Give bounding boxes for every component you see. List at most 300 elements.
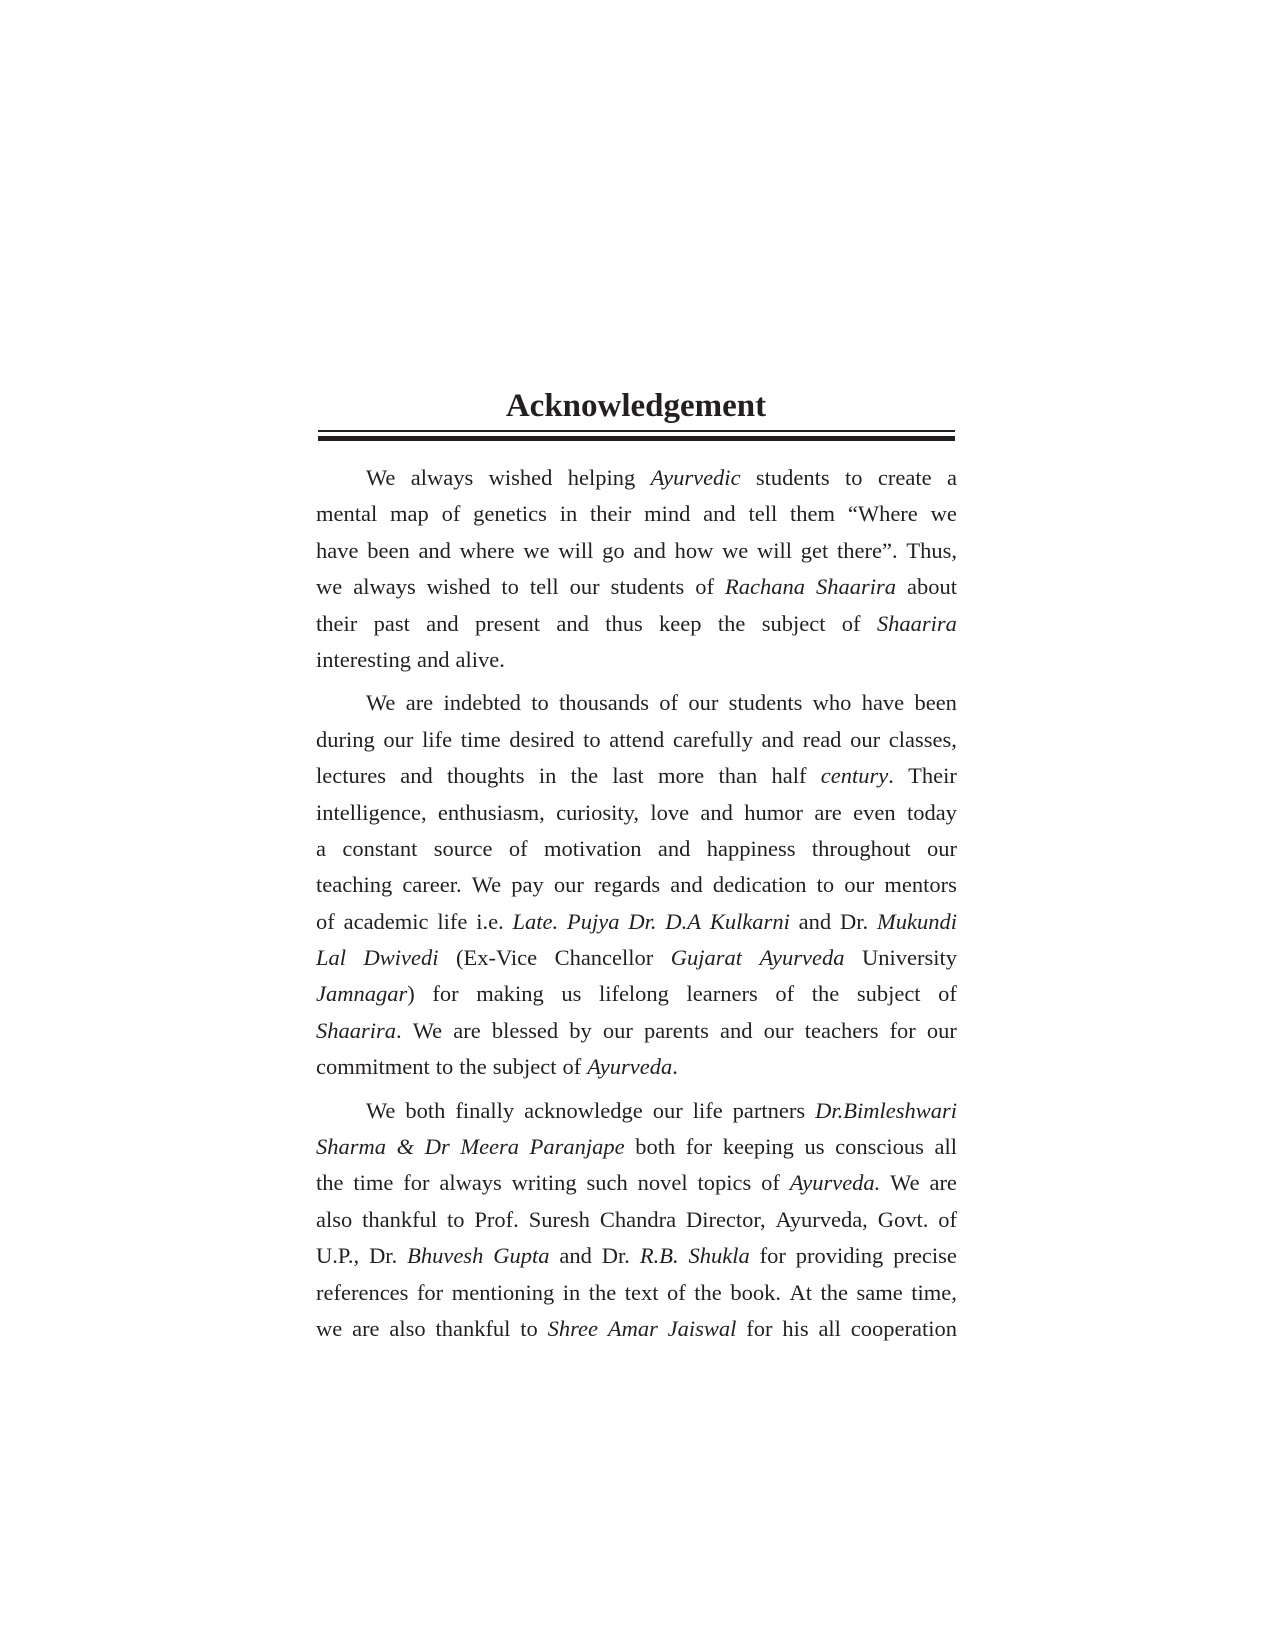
word bbox=[474, 1202, 518, 1238]
word bbox=[456, 940, 537, 976]
word bbox=[671, 940, 742, 976]
text: book. bbox=[730, 1279, 781, 1305]
word bbox=[438, 795, 545, 831]
word bbox=[418, 533, 451, 569]
text-line bbox=[316, 1275, 957, 1311]
word bbox=[700, 795, 733, 831]
text: providing bbox=[795, 1243, 884, 1269]
word bbox=[570, 569, 600, 605]
word bbox=[907, 795, 957, 831]
word bbox=[911, 1275, 957, 1311]
text: of bbox=[508, 835, 528, 861]
word bbox=[316, 642, 411, 678]
italic-text: century bbox=[820, 763, 889, 789]
text: to bbox=[583, 726, 601, 752]
text: our bbox=[926, 1017, 957, 1043]
word bbox=[602, 533, 625, 569]
text: mind bbox=[644, 501, 691, 527]
word bbox=[455, 642, 504, 678]
text: thoughts bbox=[447, 763, 525, 789]
text-line bbox=[316, 460, 957, 496]
italic-text: Shaarira bbox=[876, 610, 957, 636]
text-line bbox=[316, 1202, 957, 1238]
text: “Where bbox=[847, 501, 918, 527]
italic-text: Gujarat bbox=[670, 945, 743, 971]
text: happiness bbox=[706, 835, 796, 861]
word bbox=[531, 685, 549, 721]
italic-text: Rachana bbox=[725, 574, 805, 600]
word bbox=[723, 1129, 794, 1165]
text: us bbox=[804, 1134, 825, 1160]
text-line bbox=[316, 1129, 957, 1165]
text: and bbox=[798, 908, 832, 934]
italic-text: Mukundi bbox=[876, 908, 957, 934]
word bbox=[744, 795, 803, 831]
text: and bbox=[670, 872, 703, 898]
word bbox=[638, 1165, 688, 1201]
text: more bbox=[657, 763, 705, 789]
word bbox=[461, 722, 501, 758]
word bbox=[417, 642, 450, 678]
text: We bbox=[890, 1170, 920, 1196]
text: present bbox=[475, 610, 540, 636]
word bbox=[353, 569, 415, 605]
word bbox=[417, 1275, 443, 1311]
text: carefully bbox=[672, 726, 753, 752]
text: enthusiasm, bbox=[437, 799, 545, 825]
word bbox=[914, 685, 956, 721]
word bbox=[560, 496, 578, 532]
word bbox=[397, 1129, 415, 1165]
text: i.e. bbox=[476, 908, 504, 934]
text: our bbox=[569, 574, 600, 600]
text: topics bbox=[697, 1170, 752, 1196]
text: Dr. bbox=[840, 908, 869, 934]
word bbox=[316, 1013, 402, 1049]
word bbox=[563, 1275, 581, 1311]
word bbox=[493, 1238, 549, 1274]
text: humor bbox=[744, 799, 803, 825]
text: the bbox=[588, 1279, 617, 1305]
word bbox=[567, 904, 619, 940]
word bbox=[559, 685, 649, 721]
word bbox=[459, 1049, 487, 1085]
title-rule-thin bbox=[318, 430, 955, 432]
word bbox=[907, 569, 957, 605]
word bbox=[703, 496, 736, 532]
word bbox=[688, 1238, 749, 1274]
word bbox=[605, 606, 643, 642]
text: interesting bbox=[316, 646, 411, 672]
italic-text: Late. bbox=[512, 908, 559, 934]
word bbox=[316, 904, 335, 940]
word bbox=[316, 940, 346, 976]
word bbox=[862, 940, 957, 976]
word bbox=[473, 496, 547, 532]
word bbox=[569, 1013, 592, 1049]
text: constant bbox=[342, 835, 418, 861]
word bbox=[455, 1093, 514, 1129]
word bbox=[367, 533, 409, 569]
text: intelligence, bbox=[316, 799, 427, 825]
text: have bbox=[861, 690, 905, 716]
word bbox=[493, 1049, 557, 1085]
text: and bbox=[761, 726, 795, 752]
word bbox=[369, 1238, 397, 1274]
text: to bbox=[531, 690, 549, 716]
text: and bbox=[418, 537, 451, 563]
text: We bbox=[471, 872, 502, 898]
word bbox=[722, 533, 748, 569]
word bbox=[316, 606, 357, 642]
word bbox=[812, 831, 911, 867]
text: U.P., bbox=[316, 1243, 360, 1269]
text: a bbox=[946, 465, 957, 490]
word bbox=[434, 831, 493, 867]
text: to bbox=[520, 1315, 538, 1341]
word bbox=[820, 1275, 848, 1311]
word bbox=[316, 1202, 352, 1238]
text: his bbox=[782, 1315, 809, 1341]
word bbox=[707, 831, 796, 867]
text: our bbox=[763, 1017, 794, 1043]
word bbox=[686, 1202, 766, 1238]
text: (Ex-Vice bbox=[455, 945, 538, 971]
text: indebted bbox=[443, 690, 521, 716]
word bbox=[651, 460, 741, 496]
word bbox=[316, 795, 427, 831]
word bbox=[609, 722, 664, 758]
text: mental bbox=[316, 501, 378, 527]
text: go bbox=[602, 537, 625, 563]
word bbox=[776, 1202, 868, 1238]
text: curiosity, bbox=[556, 799, 640, 825]
word bbox=[571, 758, 599, 794]
word bbox=[472, 867, 501, 903]
word bbox=[476, 976, 544, 1012]
text: teachers bbox=[804, 1017, 879, 1043]
word bbox=[512, 1165, 577, 1201]
word bbox=[842, 606, 861, 642]
text-line bbox=[316, 569, 957, 605]
word bbox=[845, 460, 863, 496]
paragraph bbox=[316, 685, 957, 1085]
word bbox=[608, 1311, 658, 1347]
word bbox=[746, 1311, 772, 1347]
word bbox=[452, 1275, 555, 1311]
word bbox=[893, 1238, 957, 1274]
italic-text: Dr. bbox=[628, 908, 657, 934]
word bbox=[814, 795, 841, 831]
word bbox=[790, 496, 835, 532]
italic-text: Lal bbox=[316, 945, 347, 971]
word bbox=[850, 722, 880, 758]
word bbox=[559, 1238, 592, 1274]
word bbox=[640, 1238, 679, 1274]
word bbox=[594, 867, 660, 903]
text: who bbox=[812, 690, 852, 716]
word bbox=[316, 976, 415, 1012]
italic-text: Shukla bbox=[688, 1243, 750, 1269]
italic-text: Shaarira bbox=[316, 1017, 397, 1043]
text: helping bbox=[567, 465, 636, 490]
text: mentors bbox=[884, 872, 957, 898]
word bbox=[603, 1013, 633, 1049]
text: subject bbox=[761, 610, 826, 636]
text: of bbox=[761, 1170, 780, 1196]
word bbox=[862, 685, 904, 721]
text: also bbox=[389, 1315, 426, 1341]
paragraph-gap bbox=[316, 1086, 957, 1093]
text: of bbox=[695, 574, 715, 600]
text: and bbox=[703, 501, 736, 527]
word bbox=[422, 722, 452, 758]
text: we bbox=[316, 574, 343, 600]
word bbox=[366, 685, 395, 721]
text-line bbox=[316, 831, 957, 867]
text: of bbox=[938, 1206, 957, 1232]
text: lectures bbox=[316, 763, 386, 789]
word bbox=[316, 1129, 386, 1165]
word bbox=[853, 795, 895, 831]
word bbox=[589, 1275, 617, 1311]
text: both bbox=[635, 1134, 676, 1160]
word bbox=[633, 533, 666, 569]
text: and bbox=[559, 1243, 592, 1269]
italic-text: Bhuvesh bbox=[407, 1243, 484, 1269]
word bbox=[437, 904, 467, 940]
word bbox=[501, 569, 519, 605]
word bbox=[316, 831, 326, 867]
text: read bbox=[802, 726, 842, 752]
text: of bbox=[441, 501, 461, 527]
text: their bbox=[590, 501, 632, 527]
text-line bbox=[316, 867, 957, 903]
text: text bbox=[624, 1279, 659, 1305]
text-line bbox=[316, 940, 957, 976]
text: where bbox=[459, 537, 515, 563]
word bbox=[801, 533, 829, 569]
italic-text: Gupta bbox=[493, 1243, 550, 1269]
text: life bbox=[422, 726, 453, 752]
word bbox=[695, 569, 714, 605]
word bbox=[686, 1129, 712, 1165]
word bbox=[447, 1202, 465, 1238]
text: career. bbox=[402, 872, 462, 898]
text: also bbox=[316, 1206, 353, 1232]
word bbox=[799, 904, 832, 940]
word bbox=[628, 904, 656, 940]
word bbox=[316, 722, 375, 758]
italic-text: D.A bbox=[665, 908, 701, 934]
word bbox=[568, 460, 636, 496]
text: Govt. bbox=[877, 1206, 929, 1232]
word bbox=[611, 569, 685, 605]
word bbox=[693, 1093, 723, 1129]
text: them bbox=[790, 501, 836, 527]
text: Their bbox=[908, 763, 957, 789]
text-line bbox=[316, 533, 957, 569]
word bbox=[600, 1202, 676, 1238]
word bbox=[520, 1311, 538, 1347]
text: will bbox=[558, 537, 594, 563]
word bbox=[665, 904, 701, 940]
word bbox=[877, 606, 957, 642]
word bbox=[837, 533, 898, 569]
text: today bbox=[906, 799, 957, 825]
word bbox=[590, 496, 631, 532]
text: time bbox=[353, 1170, 394, 1196]
text: always bbox=[410, 465, 474, 490]
text: of bbox=[659, 690, 679, 716]
word bbox=[554, 867, 584, 903]
italic-text: R.B. bbox=[639, 1243, 679, 1269]
text: writing bbox=[511, 1170, 577, 1196]
text-line bbox=[316, 976, 957, 1012]
text: for bbox=[416, 1279, 444, 1305]
text-line bbox=[316, 685, 957, 721]
word bbox=[344, 904, 429, 940]
text-line bbox=[316, 722, 957, 758]
text: for bbox=[746, 1315, 773, 1341]
title-rule-thick bbox=[318, 436, 955, 441]
text: are bbox=[814, 799, 842, 825]
text: are bbox=[405, 690, 434, 716]
text: wished bbox=[488, 465, 553, 490]
word bbox=[383, 722, 413, 758]
text: for bbox=[403, 1170, 430, 1196]
word bbox=[938, 1202, 957, 1238]
italic-text: Jamnagar bbox=[316, 981, 408, 1007]
word bbox=[316, 1238, 359, 1274]
text: Prof. bbox=[474, 1206, 519, 1232]
text: get bbox=[800, 537, 829, 563]
word bbox=[427, 569, 491, 605]
word bbox=[599, 976, 669, 1012]
word bbox=[805, 1129, 825, 1165]
word bbox=[426, 606, 459, 642]
word bbox=[403, 1165, 429, 1201]
word bbox=[733, 1093, 805, 1129]
word bbox=[405, 1093, 445, 1129]
text: to bbox=[435, 1054, 454, 1080]
word bbox=[555, 940, 654, 976]
word bbox=[432, 976, 458, 1012]
text: past bbox=[373, 610, 410, 636]
word bbox=[556, 795, 639, 831]
text: to bbox=[501, 574, 519, 600]
text: in bbox=[538, 763, 557, 789]
text: same bbox=[856, 1279, 903, 1305]
word bbox=[710, 904, 790, 940]
text: our bbox=[553, 872, 584, 898]
paragraph-gap bbox=[316, 678, 957, 685]
text: and bbox=[416, 646, 450, 672]
word bbox=[698, 1165, 752, 1201]
word bbox=[878, 460, 932, 496]
page-title: Acknowledgement bbox=[505, 388, 767, 424]
word bbox=[366, 460, 395, 496]
word bbox=[931, 496, 957, 532]
word bbox=[760, 1238, 786, 1274]
text: the bbox=[811, 981, 840, 1007]
italic-text: Amar bbox=[607, 1315, 658, 1341]
text: making bbox=[476, 981, 544, 1007]
text: always bbox=[353, 574, 416, 600]
word bbox=[818, 1311, 841, 1347]
word bbox=[670, 867, 703, 903]
text: We bbox=[412, 1017, 443, 1043]
word bbox=[803, 722, 842, 758]
word bbox=[760, 940, 845, 976]
word bbox=[316, 1275, 408, 1311]
text: students bbox=[610, 574, 685, 600]
text-line bbox=[316, 1013, 957, 1049]
text: how bbox=[674, 537, 714, 563]
text: and bbox=[720, 1017, 753, 1043]
italic-text: Meera bbox=[460, 1134, 520, 1160]
text: ) bbox=[407, 981, 415, 1007]
text: academic bbox=[343, 908, 429, 934]
text: Chancellor bbox=[554, 945, 654, 971]
text: there”. bbox=[837, 537, 898, 563]
text: finally bbox=[455, 1097, 515, 1123]
text-line bbox=[316, 1093, 957, 1129]
word bbox=[342, 831, 417, 867]
word bbox=[884, 867, 957, 903]
word bbox=[316, 758, 386, 794]
italic-text: Ayurveda bbox=[587, 1054, 673, 1080]
word bbox=[316, 1049, 430, 1085]
text: all bbox=[818, 1315, 841, 1341]
word bbox=[353, 1165, 393, 1201]
text: than bbox=[718, 763, 758, 789]
word bbox=[583, 722, 601, 758]
word bbox=[673, 722, 753, 758]
word bbox=[644, 496, 690, 532]
word bbox=[443, 685, 520, 721]
word bbox=[644, 1013, 709, 1049]
word bbox=[835, 1129, 924, 1165]
text: love bbox=[650, 799, 690, 825]
text-line bbox=[316, 1165, 957, 1201]
text: At bbox=[789, 1279, 812, 1305]
text: wished bbox=[426, 574, 491, 600]
word bbox=[316, 867, 392, 903]
word bbox=[556, 606, 589, 642]
word bbox=[856, 1275, 902, 1311]
word bbox=[530, 1129, 625, 1165]
italic-text: Shree bbox=[547, 1315, 599, 1341]
word bbox=[927, 1013, 957, 1049]
text: keep bbox=[659, 610, 702, 636]
text: both bbox=[405, 1097, 446, 1123]
word bbox=[548, 1311, 598, 1347]
italic-text: Sharma bbox=[316, 1134, 387, 1160]
text: students bbox=[728, 690, 803, 716]
word bbox=[927, 831, 957, 867]
text: and bbox=[657, 835, 691, 861]
word bbox=[316, 1165, 344, 1201]
text: the bbox=[717, 610, 746, 636]
word bbox=[667, 1275, 686, 1311]
italic-text: Ayurveda bbox=[759, 945, 845, 971]
word bbox=[587, 1049, 678, 1085]
text-line bbox=[316, 904, 957, 940]
text: such bbox=[586, 1170, 628, 1196]
text-line bbox=[316, 606, 957, 642]
word bbox=[352, 1311, 379, 1347]
